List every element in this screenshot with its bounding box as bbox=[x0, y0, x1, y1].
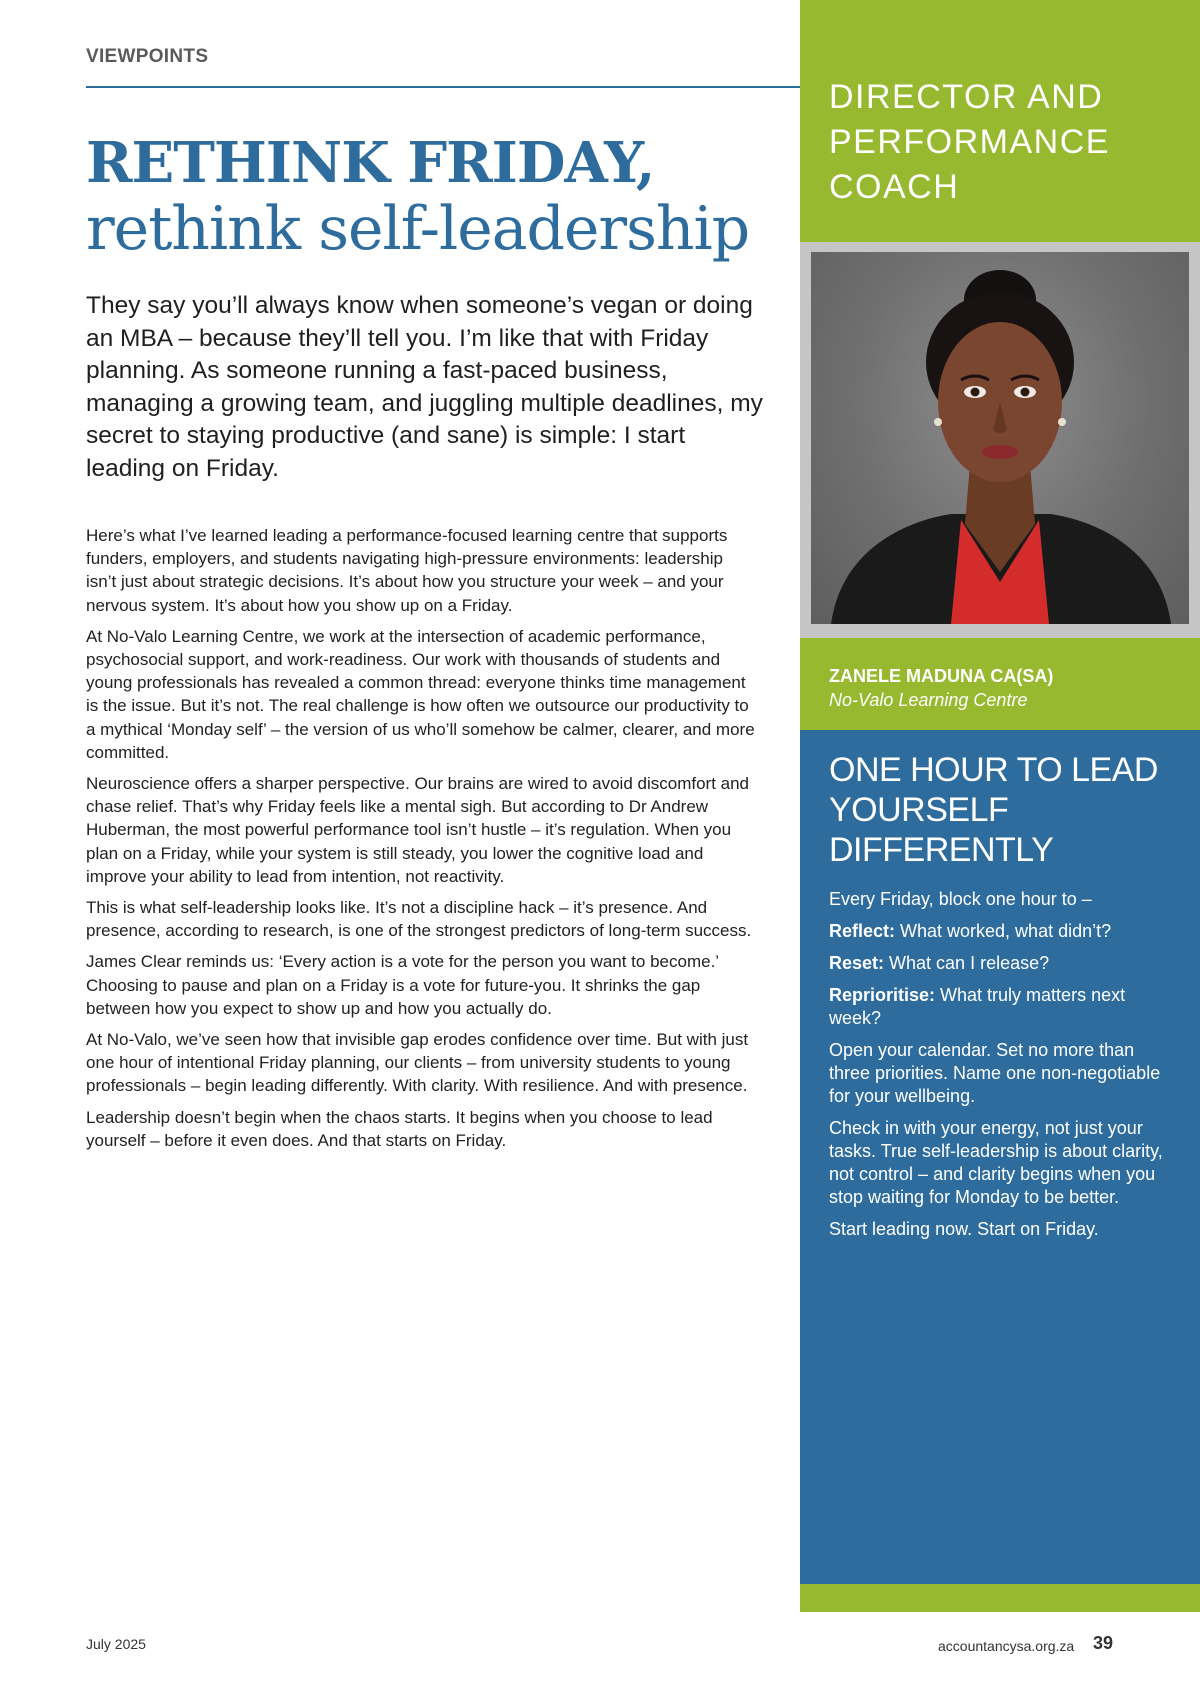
tip-text: What worked, what didn’t? bbox=[895, 921, 1112, 941]
tips-intro: Every Friday, block one hour to – bbox=[829, 889, 1092, 909]
sidebar-role-box bbox=[800, 0, 1200, 242]
body-paragraph: James Clear reminds us: ‘Every action is a vote for the person you want to become.’ Choosing to pause and plan on a Friday is a vote for future-you. It shrinks the gap between how you expect to show up and how you actually do. bbox=[86, 952, 719, 1018]
section-label: VIEWPOINTS bbox=[86, 46, 209, 67]
tip-item bbox=[829, 920, 1169, 943]
headline bbox=[86, 130, 786, 262]
tip-label: Reset: bbox=[829, 953, 885, 973]
tip-label: Reprioritise: bbox=[829, 985, 936, 1005]
author-photo bbox=[811, 252, 1189, 624]
author-name-box bbox=[800, 638, 1200, 730]
sidebar-bottom-bar bbox=[800, 1584, 1200, 1612]
body-paragraph: Here’s what I’ve learned leading a performance-focused learning centre that supports funders, employers, and students navigating high-pressure environments: leadership isn’t just about strategic decisions. It’s about how you structure your week – and your nervous system. It’s about how you show up on a Friday. bbox=[86, 526, 728, 615]
sidebar bbox=[800, 0, 1200, 1612]
body-paragraph: At No-Valo Learning Centre, we work at the intersection of academic performance, psychosocial support, and work-readiness. Our work with thousands of students and young professionals has revealed a common thread: everyone thinks time management is the issue. But it’s not. The real challenge is how often we outsource our productivity to a mythical ‘Monday self’ – the version of us who’ll somehow be calmer, clearer, and more committed. bbox=[86, 626, 755, 762]
page-number: 39 bbox=[1093, 1633, 1114, 1653]
tips-paragraph: Open your calendar. Set no more than three priorities. Name one non-negotiable for your wellbeing. bbox=[829, 1040, 1161, 1106]
body-paragraph: At No-Valo, we’ve seen how that invisible gap erodes confidence over time. But with just one hour of intentional Friday planning, our clients – from university students to young professionals – begin leading differently. With clarity. With resilience. And with presence. bbox=[86, 1030, 749, 1096]
tip-item bbox=[829, 984, 1169, 1030]
tip-item bbox=[829, 952, 1169, 975]
footer-date: July 2025 bbox=[86, 1636, 146, 1652]
tips-box bbox=[800, 730, 1200, 1584]
headline-line-2: rethink self-leadership bbox=[86, 194, 750, 264]
tip-text: What can I release? bbox=[884, 953, 1050, 973]
portrait-illustration bbox=[811, 252, 1189, 624]
tip-text: What truly matters next week? bbox=[829, 985, 1126, 1028]
intro-paragraph: They say you’ll always know when someone’s vegan or doing an MBA – because they’ll tell you. I’m like that with Friday planning. As someone running a fast-paced business, managing a growing team, and juggling multiple deadlines, my secret to staying productive (and sane) is simple: I start leading on Friday. bbox=[86, 292, 763, 482]
author-photo-frame bbox=[800, 242, 1200, 638]
body-paragraph: This is what self-leadership looks like. It’s not a discipline hack – it’s presence. And presence, according to research, is one of the strongest predictors of long-term success. bbox=[86, 898, 752, 941]
tips-list bbox=[829, 888, 1169, 1250]
headline-line-1: RETHINK FRIDAY, bbox=[86, 130, 655, 196]
tips-paragraph: Check in with your energy, not just your tasks. True self-leadership is about clarity, not control – and clarity begins when you stop waiting for Monday to be better. bbox=[829, 1118, 1163, 1207]
article-body bbox=[86, 524, 756, 1160]
author-name: ZANELE MADUNA CA(SA) bbox=[829, 666, 1054, 686]
body-paragraph: Leadership doesn’t begin when the chaos starts. It begins when you choose to lead yourself – before it even does. And that starts on Friday. bbox=[86, 1107, 713, 1150]
tips-heading: ONE HOUR TO LEAD YOURSELF DIFFERENTLY bbox=[829, 751, 1158, 869]
author-organisation: No-Valo Learning Centre bbox=[829, 690, 1028, 710]
body-paragraph: Neuroscience offers a sharper perspective. Our brains are wired to avoid discomfort and chase relief. That’s why Friday feels like a mental sigh. But according to Dr Andrew Huberman, the most powerful performance tool isn’t hustle – it’s regulation. When you plan on a Friday, while your system is still steady, you lower the cognitive load and improve your ability to lead from intention, not reactivity. bbox=[86, 774, 750, 886]
footer-url: accountancysa.org.za bbox=[938, 1638, 1075, 1654]
tip-label: Reflect: bbox=[829, 921, 896, 941]
tips-paragraph: Start leading now. Start on Friday. bbox=[829, 1219, 1099, 1239]
author-role: DIRECTOR AND PERFORMANCE COACH bbox=[829, 78, 1110, 206]
header-rule bbox=[86, 86, 800, 88]
